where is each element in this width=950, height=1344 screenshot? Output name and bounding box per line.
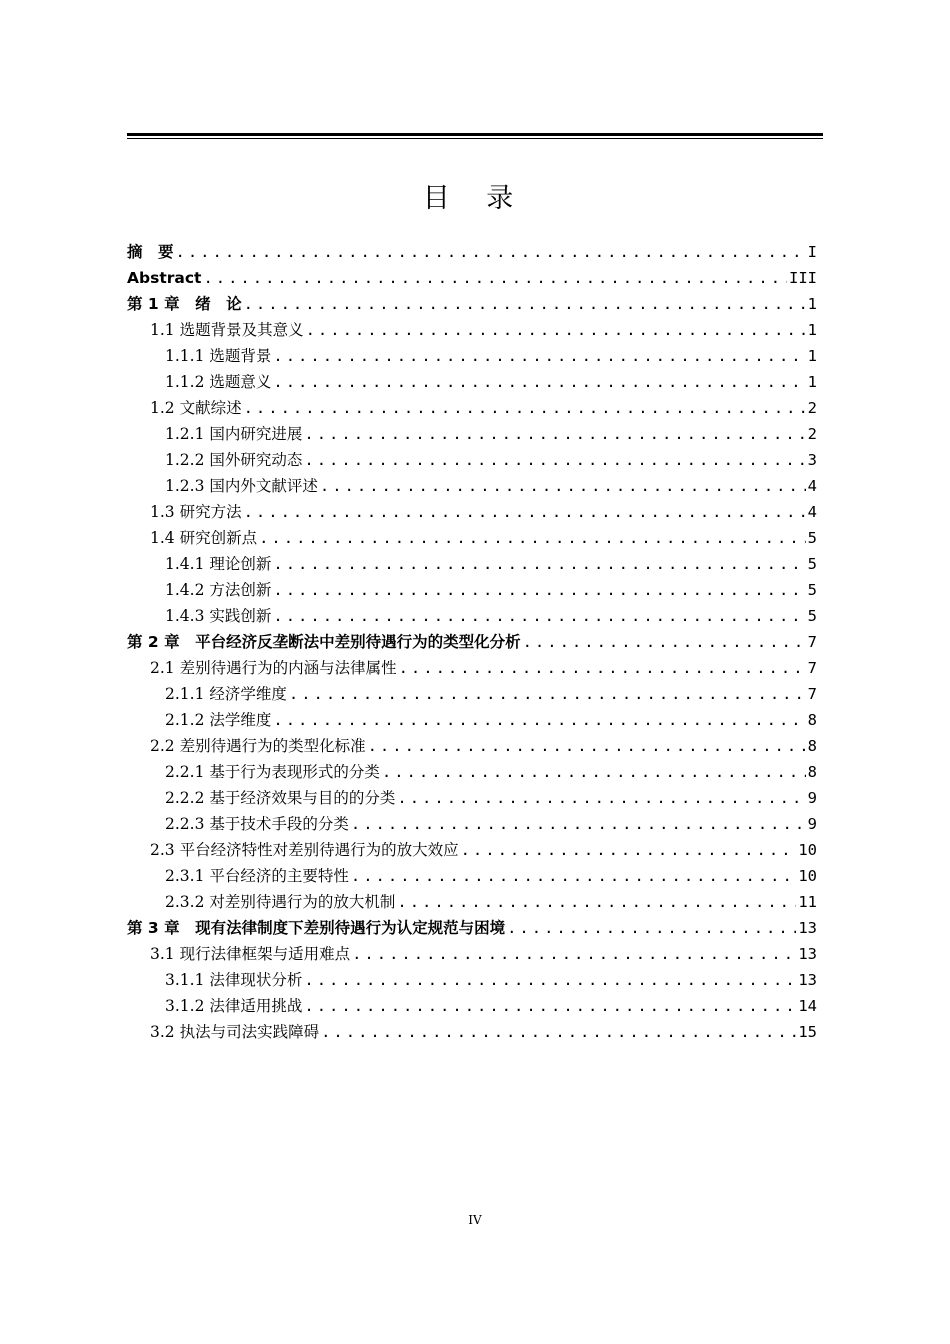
toc-entry-page-number: 11: [798, 893, 817, 911]
toc-entry-page-number: 10: [798, 841, 817, 859]
toc-section-entry[interactable]: [127, 967, 817, 993]
toc-entry-page-number: III: [789, 269, 817, 287]
toc-entry-label: 2.2 差别待遇行为的类型化标准: [150, 737, 366, 755]
toc-entry-page-number: 7: [807, 685, 817, 703]
toc-entry-page-number: 2: [807, 399, 817, 417]
toc-entry-label: 摘 要: [127, 243, 174, 261]
header-rule-thick: [127, 133, 823, 136]
toc-entry-page-number: 1: [807, 347, 817, 365]
toc-section-entry[interactable]: [127, 473, 817, 499]
toc-entry-label: 2.1.1 经济学维度: [165, 685, 287, 703]
dot-leader: [397, 785, 805, 811]
toc-entry-label: 1.4 研究创新点: [150, 529, 258, 547]
toc-entry-page-number: 14: [798, 997, 817, 1015]
toc-entry-label: 2.1.2 法学维度: [165, 711, 272, 729]
toc-chapter-entry[interactable]: [127, 291, 817, 317]
toc-section-entry[interactable]: [127, 577, 817, 603]
toc-chapter-entry[interactable]: [127, 915, 817, 941]
toc-entry-page-number: 5: [807, 581, 817, 599]
toc-entry-page-number: 1: [807, 295, 817, 313]
toc-entry-label: 2.2.2 基于经济效果与目的的分类: [165, 789, 396, 807]
toc-entry-label: 1.4.2 方法创新: [165, 581, 272, 599]
toc-section-entry[interactable]: [127, 317, 817, 343]
toc-entry-label: 2.1 差别待遇行为的内涵与法律属性: [150, 659, 397, 677]
toc-entry-label: 3.1.1 法律现状分析: [165, 971, 303, 989]
toc-entry-label: 2.2.3 基于技术手段的分类: [165, 815, 349, 833]
toc-entry-label: 1.2 文献综述: [150, 399, 242, 417]
dot-leader: [176, 239, 806, 265]
toc-chapter-entry[interactable]: [127, 265, 817, 291]
toc-entry-page-number: 8: [807, 711, 817, 729]
toc-entry-label: 1.1 选题背景及其意义: [150, 321, 304, 339]
dot-leader: [382, 759, 806, 785]
toc-section-entry[interactable]: [127, 655, 817, 681]
dot-leader: [273, 551, 805, 577]
dot-leader: [304, 967, 796, 993]
toc-section-entry[interactable]: [127, 811, 817, 837]
toc-entry-label: 第 2 章 平台经济反垄断法中差别待遇行为的类型化分析: [127, 633, 521, 651]
dot-leader: [320, 473, 806, 499]
toc-entry-page-number: 7: [807, 633, 817, 651]
dot-leader: [351, 863, 796, 889]
dot-leader: [244, 395, 806, 421]
toc-section-entry[interactable]: [127, 343, 817, 369]
toc-entry-page-number: 9: [807, 789, 817, 807]
toc-entry-page-number: 1: [807, 321, 817, 339]
toc-entry-page-number: 13: [798, 919, 817, 937]
toc-entry-page-number: 4: [807, 503, 817, 521]
toc-section-entry[interactable]: [127, 369, 817, 395]
dot-leader: [259, 525, 806, 551]
dot-leader: [273, 369, 805, 395]
toc-entry-page-number: 10: [798, 867, 817, 885]
toc-entry-label: Abstract: [127, 269, 202, 287]
dot-leader: [273, 707, 805, 733]
dot-leader: [273, 577, 805, 603]
dot-leader: [368, 733, 806, 759]
toc-section-entry[interactable]: [127, 837, 817, 863]
toc-entry-page-number: I: [807, 243, 817, 261]
toc-section-entry[interactable]: [127, 447, 817, 473]
toc-entry-page-number: 5: [807, 529, 817, 547]
toc-entry-page-number: 13: [798, 971, 817, 989]
toc-entry-label: 1.2.3 国内外文献评述: [165, 477, 318, 495]
toc-title: 目 录: [422, 183, 528, 214]
toc-section-entry[interactable]: [127, 941, 817, 967]
page-number-footer: IV: [468, 1213, 482, 1227]
dot-leader: [507, 915, 796, 941]
toc-section-entry[interactable]: [127, 499, 817, 525]
toc-entry-label: 1.3 研究方法: [150, 503, 242, 521]
toc-entry-page-number: 9: [807, 815, 817, 833]
dot-leader: [523, 629, 806, 655]
toc-entry-page-number: 3: [807, 451, 817, 469]
toc-entry-label: 1.4.1 理论创新: [165, 555, 272, 573]
toc-chapter-entry[interactable]: [127, 239, 817, 265]
toc-entry-label: 第 3 章 现有法律制度下差别待遇行为认定规范与困境: [127, 919, 506, 937]
dot-leader: [273, 343, 805, 369]
toc-entry-label: 1.2.2 国外研究动态: [165, 451, 303, 469]
toc-section-entry[interactable]: [127, 681, 817, 707]
dot-leader: [306, 317, 806, 343]
toc-entry-label: 第 1 章 绪 论: [127, 295, 242, 313]
toc-entry-page-number: 5: [807, 607, 817, 625]
header-rule-thin: [127, 138, 823, 139]
toc-entry-label: 1.1.2 选题意义: [165, 373, 272, 391]
dot-leader: [397, 889, 796, 915]
toc-entry-page-number: 8: [807, 763, 817, 781]
toc-section-entry[interactable]: [127, 421, 817, 447]
toc-entry-label: 3.1.2 法律适用挑战: [165, 997, 303, 1015]
toc-section-entry[interactable]: [127, 863, 817, 889]
toc-entry-page-number: 5: [807, 555, 817, 573]
toc-section-entry[interactable]: [127, 759, 817, 785]
toc-section-entry[interactable]: [127, 707, 817, 733]
dot-leader: [273, 603, 805, 629]
dot-leader: [321, 1019, 796, 1045]
dot-leader: [304, 447, 805, 473]
toc-chapter-entry[interactable]: [127, 629, 817, 655]
toc-entry-label: 3.2 执法与司法实践障碍: [150, 1023, 320, 1041]
dot-leader: [289, 681, 806, 707]
toc-entry-label: 2.3.1 平台经济的主要特性: [165, 867, 349, 885]
dot-leader: [304, 421, 805, 447]
toc-entry-page-number: 15: [798, 1023, 817, 1041]
toc-section-entry[interactable]: [127, 1019, 817, 1045]
dot-leader: [399, 655, 806, 681]
toc-entry-label: 1.1.1 选题背景: [165, 347, 272, 365]
toc-section-entry[interactable]: [127, 733, 817, 759]
toc-entry-page-number: 2: [807, 425, 817, 443]
toc-section-entry[interactable]: [127, 993, 817, 1019]
toc-section-entry[interactable]: [127, 785, 817, 811]
toc-section-entry[interactable]: [127, 603, 817, 629]
toc-entry-label: 3.1 现行法律框架与适用难点: [150, 945, 351, 963]
toc-section-entry[interactable]: [127, 889, 817, 915]
dot-leader: [203, 265, 787, 291]
toc-entry-label: 1.2.1 国内研究进展: [165, 425, 303, 443]
toc-entry-label: 2.2.1 基于行为表现形式的分类: [165, 763, 380, 781]
toc-entry-label: 1.4.3 实践创新: [165, 607, 272, 625]
dot-leader: [461, 837, 797, 863]
dot-leader: [244, 499, 806, 525]
toc-section-entry[interactable]: [127, 551, 817, 577]
toc-entry-page-number: 7: [807, 659, 817, 677]
toc-entry-label: 2.3 平台经济特性对差别待遇行为的放大效应: [150, 841, 459, 859]
toc-entry-page-number: 13: [798, 945, 817, 963]
toc-section-entry[interactable]: [127, 395, 817, 421]
toc-entry-label: 2.3.2 对差别待遇行为的放大机制: [165, 893, 396, 911]
dot-leader: [351, 811, 806, 837]
toc-entry-page-number: 8: [807, 737, 817, 755]
dot-leader: [244, 291, 806, 317]
toc-entry-page-number: 1: [807, 373, 817, 391]
table-of-contents: [127, 239, 817, 1045]
toc-entry-page-number: 4: [807, 477, 817, 495]
toc-section-entry[interactable]: [127, 525, 817, 551]
dot-leader: [352, 941, 796, 967]
dot-leader: [304, 993, 796, 1019]
